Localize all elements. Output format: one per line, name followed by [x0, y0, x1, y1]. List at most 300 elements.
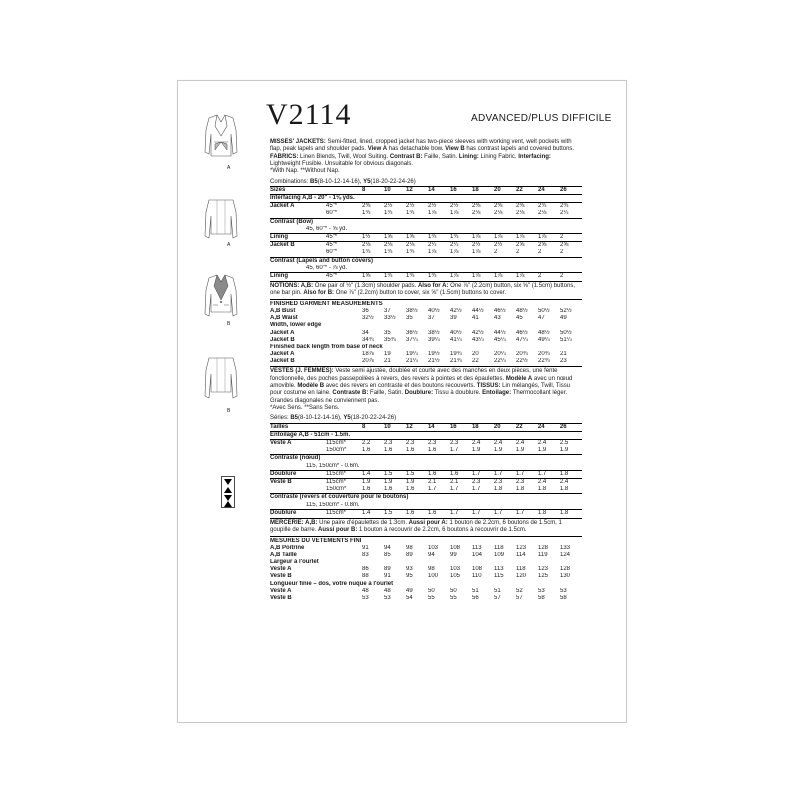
- table-cell: 49¼: [538, 336, 550, 343]
- table-cell: 118: [494, 544, 504, 551]
- table-row: [270, 566, 582, 573]
- series: [270, 415, 582, 422]
- table-cell: 1½: [362, 234, 384, 242]
- table-row: [270, 595, 582, 602]
- table-cell: 51¼: [560, 336, 572, 343]
- table-cell: 1.9: [559, 447, 569, 454]
- table-cell: 2⅛: [472, 210, 481, 217]
- table-cell: 2: [538, 272, 560, 280]
- text-run: One pair of ½" (1.3cm) shoulder pads.: [313, 283, 418, 290]
- table-cell: 150cm*: [326, 486, 347, 493]
- table-cell: Lining: [270, 234, 326, 242]
- table-cell: 113: [494, 566, 504, 573]
- text-run: has detachable bow.: [387, 146, 446, 153]
- table-cell: 83: [362, 551, 369, 558]
- table-cell: 2⅛: [494, 210, 503, 217]
- table-cell: 2⅝: [516, 242, 538, 250]
- table-cell: 89: [384, 566, 391, 573]
- table-cell: [270, 447, 326, 455]
- table-cell: 1.5: [406, 470, 428, 478]
- text-run: One ⅞" (2.2cm) button, six ⅝" (1.5cm) buttons, one bar pin.: [270, 283, 576, 297]
- table-row: [270, 463, 582, 471]
- table-cell: 1.9: [515, 447, 525, 454]
- table-cell: 1¾: [428, 234, 450, 242]
- text-run: Modèle B: [297, 383, 325, 390]
- table-cell: 1⅞: [450, 272, 472, 280]
- view-label: B: [227, 408, 231, 414]
- table-cell: 45"*: [326, 203, 362, 211]
- table-cell: 1.6: [427, 447, 437, 454]
- table-cell: 52: [516, 587, 523, 594]
- text-run: 1 bouton à recouvrir de 2.2cm, 6 boutons à recouvrir de 1.5cm.: [357, 527, 527, 534]
- text-run: Combinations:: [270, 178, 311, 185]
- table-cell: 2½: [406, 203, 428, 211]
- finished-measurements-fr: [270, 538, 582, 603]
- table-cell: 45"*: [326, 242, 362, 250]
- table-cell: 10: [384, 186, 406, 194]
- table-cell: 47: [538, 315, 545, 322]
- table-cell: 2.3: [384, 440, 406, 448]
- interfacing-row: [270, 195, 582, 203]
- table-cell: 1¾: [384, 210, 393, 217]
- text-run: Aussi pour A:: [408, 519, 448, 526]
- text-run: TISSUS:: [476, 383, 501, 390]
- table-cell: 1⅝: [384, 234, 406, 242]
- sizes-row: [270, 186, 582, 194]
- table-cell: 32½: [362, 315, 374, 322]
- table-cell: 2⅜: [472, 203, 494, 211]
- table-cell: 1⅞: [428, 210, 437, 217]
- table-cell: 33½: [384, 315, 396, 322]
- table-cell: Jacket A: [270, 329, 295, 336]
- table-cell: 1¾: [384, 249, 393, 256]
- text-run: B5: [290, 415, 299, 422]
- table-cell: 2: [494, 249, 498, 256]
- table-row: [270, 486, 582, 494]
- table-cell: 1.6: [384, 486, 393, 493]
- table-cell: 1⅞: [516, 272, 538, 280]
- table-row: [270, 545, 582, 552]
- text-run: Lining:: [458, 153, 479, 160]
- text-run: (8-10-12-14-16),: [317, 178, 364, 185]
- table-row: [270, 455, 582, 463]
- table-cell: 115, 150cm* - 0.8m.: [306, 501, 360, 508]
- jacket-b-row: [270, 242, 582, 250]
- table-cell: 41¼: [450, 336, 462, 343]
- text-run: VESTES (J. FEMMES):: [270, 368, 334, 375]
- table-cell: 55: [450, 595, 457, 601]
- table-row: [270, 470, 582, 478]
- jacket-a-row-60: [270, 210, 582, 218]
- table-cell: 93: [406, 566, 413, 573]
- table-cell: 94: [384, 544, 391, 551]
- table-cell: 19¾: [450, 351, 462, 358]
- table-cell: A,B Bust: [270, 307, 296, 314]
- table-cell: 95: [406, 573, 413, 580]
- table-cell: 120: [516, 573, 527, 580]
- table-cell: 2⅛: [384, 242, 406, 250]
- table-cell: 2¼: [428, 242, 450, 250]
- table-cell: 53: [384, 595, 391, 601]
- table-cell: Jacket B: [270, 336, 295, 343]
- table-cell: [270, 486, 326, 494]
- table-cell: 50: [428, 587, 435, 594]
- table-cell: 1.7: [472, 470, 494, 478]
- text-run: View A: [367, 146, 388, 153]
- table-cell: Jacket A: [270, 351, 295, 358]
- table-cell: 1⅞: [538, 234, 560, 242]
- table-cell: [270, 210, 326, 218]
- table-cell: 1.6: [362, 486, 371, 493]
- table-cell: 128: [560, 566, 571, 573]
- table-cell: 1.8: [560, 509, 582, 517]
- table-cell: 1.6: [428, 470, 450, 478]
- table-cell: 85: [384, 551, 391, 558]
- table-cell: 2: [516, 249, 520, 256]
- table-cell: 21¾: [450, 358, 462, 365]
- table-row: [270, 440, 582, 448]
- text-run: Faille, Satin.: [368, 390, 405, 397]
- table-cell: 1.7: [494, 509, 516, 517]
- contrast-bow-line: [270, 226, 582, 234]
- table-cell: 115, 150cm* - 0.6m.: [306, 462, 360, 469]
- table-cell: Sizes: [270, 186, 362, 194]
- table-cell: MESURES DU VÊTEMENTS FINI: [270, 537, 362, 544]
- table-cell: 19: [384, 351, 391, 358]
- table-cell: 53: [560, 587, 567, 594]
- table-cell: 99: [450, 551, 457, 558]
- table-cell: 1.5: [384, 470, 406, 478]
- table-cell: 21¼: [406, 358, 418, 365]
- table-cell: 2¼: [560, 210, 569, 217]
- table-row: [270, 478, 582, 486]
- table-cell: 2.3: [450, 440, 472, 448]
- table-cell: 1.9: [362, 478, 384, 486]
- jacket-b-row-60: [270, 249, 582, 257]
- table-cell: 2⅛: [406, 242, 428, 250]
- yardage-table-en: [270, 186, 582, 280]
- text-run: Thermocollant léger. Grandes diagonales ne conviennent pas.: [270, 390, 568, 404]
- table-cell: 2⅝: [560, 242, 582, 250]
- table-cell: 1¾: [362, 249, 371, 256]
- pattern-symbols: [221, 476, 235, 513]
- table-cell: 103: [450, 566, 461, 573]
- table-cell: 86: [362, 566, 369, 573]
- table-cell: 22: [516, 423, 538, 431]
- text-run: Une paire d'épaulettes de 1.3cm.: [317, 519, 409, 526]
- table-cell: 2⅜: [494, 203, 516, 211]
- table-row: [270, 337, 582, 344]
- table-row: [270, 502, 582, 510]
- table-cell: 1.5: [384, 509, 406, 517]
- text-run: View B: [445, 146, 465, 153]
- text-run: Lin mélangés, Twill, Tissu pour costume en laine.: [270, 383, 571, 397]
- table-cell: Contrast (Lapels and button covers): [270, 257, 582, 265]
- table-cell: Longueur finie – dos, votre nuque à l'ourlet: [270, 580, 394, 587]
- table-cell: 23: [560, 358, 567, 365]
- table-cell: 2: [560, 249, 564, 256]
- table-row: [270, 301, 582, 308]
- table-cell: 45"*: [326, 234, 362, 242]
- table-cell: 150cm*: [326, 447, 347, 454]
- french-description: [270, 368, 582, 405]
- table-cell: 103: [428, 544, 439, 551]
- table-cell: 20¼: [494, 351, 506, 358]
- table-cell: Jacket B: [270, 242, 326, 250]
- table-cell: 35: [406, 315, 413, 322]
- table-cell: 2.3: [494, 478, 516, 486]
- table-cell: 48: [384, 587, 391, 594]
- table-cell: 119: [538, 551, 548, 558]
- table-cell: 2.3: [516, 478, 538, 486]
- table-cell: 128: [538, 544, 549, 551]
- table-cell: 115: [494, 573, 504, 580]
- table-cell: 2¼: [450, 242, 472, 250]
- text-run: Faille, Satin.: [422, 153, 459, 160]
- table-cell: 1⅞: [516, 234, 538, 242]
- table-cell: 1.8: [493, 486, 503, 493]
- table-cell: 60"*: [326, 210, 338, 217]
- table-cell: 110: [472, 573, 482, 580]
- table-cell: 57: [516, 595, 523, 601]
- table-cell: 100: [428, 573, 439, 580]
- table-row: [270, 581, 582, 588]
- table-cell: 1⅞: [494, 234, 516, 242]
- text-run: 1 bouton de 2.2cm, 6 boutons de 1.5cm, 1 goupille de barre.: [270, 519, 562, 534]
- text-run: Entoilage:: [482, 390, 512, 397]
- text-run: FABRICS:: [270, 153, 299, 160]
- contrast-bow-row: [270, 218, 582, 226]
- table-cell: 105: [450, 573, 461, 580]
- pattern-number: V2114: [266, 98, 352, 131]
- text-run: Linen Blends, Twill, Wool Suiting.: [298, 153, 390, 160]
- table-cell: 104: [472, 551, 483, 558]
- table-cell: 54: [406, 595, 413, 601]
- table-cell: 20¾: [538, 351, 550, 358]
- table-cell: Contraste (nœud): [270, 455, 582, 463]
- table-cell: 20¾: [516, 351, 528, 358]
- table-cell: 14: [428, 186, 450, 194]
- table-cell: 1¾: [406, 249, 415, 256]
- table-cell: 114: [516, 551, 526, 558]
- table-cell: 1¾: [450, 234, 472, 242]
- table-cell: 40½: [428, 307, 440, 314]
- table-cell: 2.4: [538, 440, 560, 448]
- table-cell: 36: [362, 307, 369, 314]
- table-cell: 42½: [472, 329, 484, 336]
- table-cell: 21: [560, 351, 567, 358]
- table-cell: Largeur à l'ourlet: [270, 559, 319, 566]
- table-cell: 44½: [472, 307, 484, 314]
- table-cell: Doublure: [270, 470, 326, 478]
- english-description: [270, 139, 582, 168]
- text-run: (18-20-22-24-26): [350, 415, 397, 422]
- table-cell: 1.6: [384, 447, 393, 454]
- notions: [270, 283, 582, 298]
- table-row: [270, 344, 582, 351]
- table-cell: Veste A: [270, 566, 292, 573]
- table-cell: 115cm*: [326, 509, 362, 517]
- table-cell: 20⅞: [362, 358, 374, 365]
- table-cell: 1.6: [428, 509, 450, 517]
- text-run: Also for A:: [417, 283, 449, 290]
- table-row: [270, 423, 582, 431]
- table-cell: 35: [384, 329, 391, 336]
- table-cell: 1⅞: [494, 272, 516, 280]
- table-cell: 1⅞: [472, 249, 481, 256]
- table-cell: 8: [362, 423, 384, 431]
- table-cell: 1.6: [405, 447, 415, 454]
- table-cell: 18: [472, 423, 494, 431]
- table-cell: 58: [538, 595, 545, 601]
- table-row: [270, 588, 582, 595]
- table-cell: 22: [472, 358, 479, 365]
- mercerie: [270, 520, 582, 535]
- table-cell: 1¾: [406, 210, 415, 217]
- view-b-front-sketch: [201, 272, 241, 327]
- table-cell: 1.7: [472, 509, 494, 517]
- table-cell: 2⅝: [538, 242, 560, 250]
- table-cell: 41: [472, 315, 479, 322]
- lining-row: [270, 272, 582, 280]
- table-cell: 26: [560, 423, 582, 431]
- table-cell: 1.7: [494, 470, 516, 478]
- table-cell: 1.8: [560, 470, 582, 478]
- table-cell: Interfacing A,B - 20" - 1⅛ yds.: [270, 195, 355, 202]
- table-cell: 22: [516, 186, 538, 194]
- table-cell: 1.8: [559, 486, 569, 493]
- view-label: B: [227, 321, 231, 327]
- table-cell: 118: [516, 566, 526, 573]
- text-run: Semi-fitted, lined, cropped jacket has two-piece sleeves with working vent, welt pockets with flap, peak lapels and shoulder pads.: [270, 139, 572, 153]
- table-cell: 46½: [516, 329, 528, 336]
- table-cell: 2⅜: [516, 203, 538, 211]
- table-cell: 47¼: [516, 336, 528, 343]
- table-cell: 1.7: [450, 509, 472, 517]
- table-cell: Jacket B: [270, 358, 295, 365]
- table-cell: 2¾: [538, 203, 560, 211]
- table-cell: 8: [362, 186, 384, 194]
- table-cell: 22¾: [538, 358, 550, 365]
- table-cell: 1.8: [515, 486, 525, 493]
- view-b-back-sketch: [201, 354, 241, 414]
- table-cell: 20: [472, 351, 479, 358]
- text-run: Doublure:: [404, 390, 434, 397]
- table-cell: 1.6: [450, 470, 472, 478]
- text-run: Modèle A: [505, 375, 533, 382]
- table-cell: 2⅛: [362, 242, 384, 250]
- table-cell: 34¾: [362, 336, 374, 343]
- table-cell: 48½: [516, 307, 528, 314]
- table-cell: 115cm*: [326, 440, 362, 448]
- text-run: Y5: [363, 178, 371, 185]
- table-cell: FINISHED GARMENT MEASUREMENTS: [270, 300, 383, 307]
- table-cell: 2: [538, 249, 542, 256]
- table-cell: Veste B: [270, 595, 292, 601]
- table-cell: 37: [428, 315, 435, 322]
- table-cell: 98: [406, 544, 413, 551]
- table-cell: 2¾: [560, 203, 582, 211]
- table-cell: 1⅞: [450, 210, 459, 217]
- table-cell: 1.7: [516, 509, 538, 517]
- table-cell: 38½: [428, 329, 440, 336]
- table-cell: 21: [384, 358, 391, 365]
- table-cell: 24: [538, 186, 560, 194]
- table-cell: 2.4: [560, 478, 582, 486]
- table-cell: 2.4: [472, 440, 494, 448]
- table-cell: 52½: [560, 307, 572, 314]
- table-cell: 1.9: [406, 478, 428, 486]
- table-cell: 2½: [450, 203, 472, 211]
- table-cell: 88: [362, 573, 369, 580]
- table-cell: 48½: [538, 329, 550, 336]
- table-row: [270, 322, 582, 329]
- table-cell: 1.9: [384, 478, 406, 486]
- table-cell: 1.4: [362, 470, 384, 478]
- table-cell: 2.1: [428, 478, 450, 486]
- table-cell: Width, lower edge: [270, 322, 322, 329]
- nap-note-fr: *Avec Sens. **Sans Sens.: [270, 405, 340, 411]
- table-row: [270, 538, 582, 545]
- table-cell: 98: [428, 566, 435, 573]
- table-cell: Doublure: [270, 509, 326, 517]
- table-cell: 109: [494, 551, 505, 558]
- table-cell: 1.6: [362, 447, 371, 454]
- text-run: avec des revers en contraste et des boutons recouverts.: [324, 383, 477, 390]
- table-cell: 19½: [428, 351, 440, 358]
- table-cell: 1.4: [362, 509, 384, 517]
- table-cell: 133: [560, 544, 571, 551]
- jacket-a-row: [270, 203, 582, 211]
- contrast-lapels-line: [270, 265, 582, 273]
- table-cell: 1.9: [471, 447, 481, 454]
- table-cell: 45¼: [494, 336, 506, 343]
- table-row: [270, 559, 582, 566]
- table-cell: 24: [538, 423, 560, 431]
- table-cell: Jacket A: [270, 203, 326, 211]
- table-cell: 108: [450, 544, 461, 551]
- table-cell: Lining: [270, 272, 326, 280]
- text-run: Séries:: [270, 415, 291, 422]
- table-cell: 16: [450, 423, 472, 431]
- text-run: Contrast B:: [389, 153, 423, 160]
- table-cell: 38½: [406, 307, 418, 314]
- table-cell: 1⅝: [406, 234, 428, 242]
- table-cell: 2.5: [560, 440, 582, 448]
- table-cell: 2.3: [472, 478, 494, 486]
- table-cell: 45"*: [326, 272, 362, 280]
- table-cell: 14: [428, 423, 450, 431]
- table-cell: 1.7: [427, 486, 437, 493]
- table-cell: 1.8: [537, 486, 547, 493]
- table-cell: 1.7: [538, 470, 560, 478]
- table-cell: Veste A: [270, 587, 292, 594]
- text-run: Veste semi ajustée, doublée et courte avec des manches en deux pièces, une fente fonctionnelle, des poches passepoilées à revers, des revers à pointes et des épaulettes.: [270, 368, 558, 382]
- table-cell: 37¼: [406, 336, 418, 343]
- text-run: One ⅞" (2.2cm) button to cover, six ⅝" (1.5cm) buttons to cover.: [334, 290, 507, 297]
- table-cell: 1.6: [405, 486, 415, 493]
- table-cell: 50½: [538, 307, 550, 314]
- view-a-back-sketch: [201, 196, 241, 248]
- table-cell: 2.3: [406, 440, 428, 448]
- table-cell: 36½: [406, 329, 418, 336]
- view-label: A: [227, 242, 231, 248]
- nap-note: *With Nap. **Without Nap.: [270, 168, 340, 175]
- table-cell: 2.1: [450, 478, 472, 486]
- table-row: [270, 494, 582, 502]
- difficulty-level: ADVANCED/PLUS DIFFICILE: [471, 113, 612, 124]
- table-cell: 1.7: [449, 447, 459, 454]
